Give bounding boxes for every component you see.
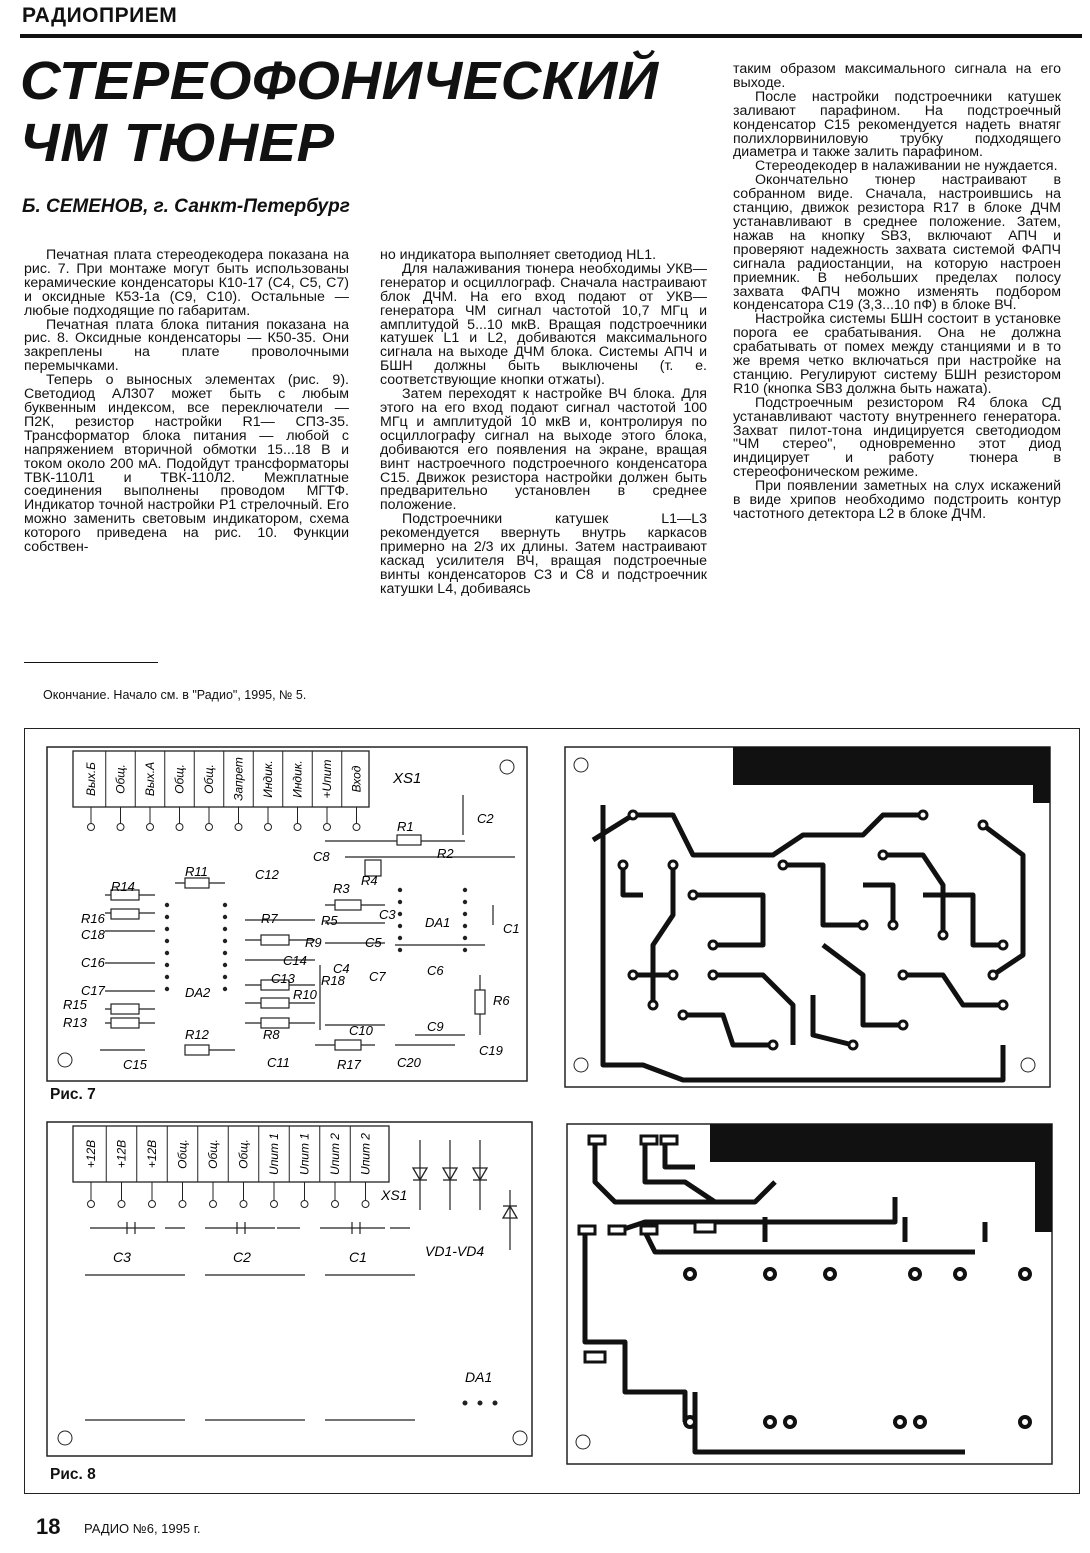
part-designator: C15	[123, 1057, 147, 1072]
connector-pin	[332, 1201, 339, 1208]
article-title	[20, 50, 659, 174]
connector-pin	[176, 824, 183, 831]
connector-pin	[324, 824, 331, 831]
connector-pin	[88, 824, 95, 831]
part-designator: DA2	[185, 985, 211, 1000]
part-designator: R9	[305, 935, 322, 950]
connector-pin-label: Общ.	[175, 1139, 190, 1169]
part-designator: C3	[379, 907, 396, 922]
text-column-2	[380, 249, 707, 597]
connector-pin	[88, 1201, 95, 1208]
connector-pin-label: +12В	[84, 1139, 98, 1169]
part-designator: R7	[261, 911, 278, 926]
paragraph: Печатная плата блока питания показана на рис. 8. Оксидные конденсаторы — К50-35. Они закреплены на плате проволочными перемычками.	[24, 316, 349, 375]
connector-pin	[265, 824, 272, 831]
paragraph: Теперь о выносных элементах (рис. 9). Светодиод АЛ307 может быть с любым буквенным индексом, все переключатели — П2К, резистор настройки R1— СПЗ-35. Трансформатор блока питания — любой с напряжением вторичной обмотки 15...18 В и током около 200 мА. Подойдут трансформаторы ТВК-110Л1 и ТВК-110Л2. Межплатные соединения выполнены проводом МГТФ. Индикатор точной настройки Р1 стрелочный. Его можно заменить световым индикатором, схема которого приведена на рис. 10. Функции собствен-	[24, 372, 349, 556]
part-designator: R15	[63, 997, 87, 1012]
paragraph: Настройка системы БШН состоит в установке порога ее срабатывания. Она не должна срабатывать от помех между станциями и в то же время четко включаться при настройке на станцию. Регулируют систему БШН резистором R10 (кнопка SB3 должна быть нажата).	[733, 311, 1061, 397]
part-designator: C7	[369, 969, 386, 984]
part-designator: C1	[349, 1249, 367, 1265]
connector-pin-label: Общ.	[113, 764, 128, 794]
connector-pin	[353, 824, 360, 831]
part-designator: C8	[313, 849, 330, 864]
part-designator: R17	[337, 1057, 361, 1072]
article-author: Б. СЕМЕНОВ, г. Санкт-Петербург	[22, 196, 350, 217]
connector-pin	[301, 1201, 308, 1208]
part-designator: R11	[185, 864, 208, 879]
part-designator: R16	[81, 911, 105, 926]
fig8-connector-label: XS1	[381, 1187, 408, 1203]
part-designator: R12	[185, 1027, 209, 1042]
part-designator: R14	[111, 879, 135, 894]
part-designator: R3	[333, 881, 350, 896]
connector-pin-label: +12В	[114, 1139, 129, 1169]
paragraph: Подстроечники катушек L1—L3 рекомендуется ввернуть внутрь каркасов примерно на 2/3 их длины. Затем настраивают каскад усилителя ВЧ, вращая подстроечные винты конденсаторов С3 и С8 и подстроечник катушки L4, добиваясь	[380, 511, 707, 597]
paragraph: Печатная плата стереодекодера показана на рис. 7. При монтаже могут быть использованы керамические конденсаторы К10-17 (С4, С5, С7) и оксидные К53-1а (С9, С10). Остальные — любые подходящие по габаритам.	[24, 247, 349, 319]
part-designator: R6	[493, 993, 510, 1008]
connector-pin-label: Вых.Б	[84, 762, 98, 796]
connector-pin	[235, 824, 242, 831]
connector-pin	[240, 1201, 247, 1208]
part-designator: C13	[271, 971, 295, 986]
fig8-copper-side	[565, 1122, 1055, 1467]
footnote: Окончание. Начало см. в "Радио", 1995, № 5.	[43, 688, 307, 702]
connector-pin-label: Общ.	[202, 764, 216, 794]
connector-pin	[206, 824, 213, 831]
connector-pin	[117, 824, 124, 831]
header-rule	[20, 34, 1082, 38]
connector-pin	[179, 1201, 186, 1208]
connector-pin-label: Uпит 2	[328, 1133, 342, 1175]
paragraph: При появлении заметных на слух искажений в виде хрипов необходимо подстроить контур частотного детектора L2 в блоке ДЧМ.	[733, 478, 1061, 522]
part-designator: R8	[263, 1027, 280, 1042]
paragraph: Стереодекодер в налаживании не нуждается.	[755, 158, 1058, 175]
connector-pin-label: Индик.	[261, 760, 275, 798]
article-title-line-2: ЧМ ТЮНЕР	[20, 113, 335, 173]
fig7-connector-label: XS1	[393, 770, 422, 787]
part-designator: C11	[267, 1055, 290, 1070]
paragraph: Окончательно тюнер настраивают в собранном виде. Сначала, настроившись на станцию, движок резистора R17 в блоке ДЧМ устанавливают в среднее положение. Затем, нажав на кнопку SB3, включают АПЧ и проверяют надежность захвата системой ФАПЧ сигнала радиостанции, на которую настроен приемник. В небольших пределах полосу захвата ФАПЧ можно изменять подбором конденсатора С19 (3,3...10 пФ) в блоке ВЧ.	[733, 172, 1061, 314]
part-designator: C20	[397, 1055, 421, 1070]
part-designator: C19	[479, 1043, 503, 1058]
part-designator: C1	[503, 921, 520, 936]
connector-pin-label: Uпит 1	[297, 1133, 312, 1175]
text-column-3	[733, 63, 1061, 522]
connector-pin-label: Uпит 2	[358, 1133, 373, 1175]
part-designator: C5	[365, 935, 382, 950]
part-designator: C9	[427, 1019, 444, 1034]
part-designator: C10	[349, 1023, 373, 1038]
part-designator: C4	[333, 961, 350, 976]
part-designator: C2	[233, 1249, 251, 1265]
part-designator: R10	[293, 987, 317, 1002]
paragraph: Для налаживания тюнера необходимы УКВ—генератор и осциллограф. Сначала настраивают блок ДЧМ. На его вход подают от УКВ—генератора ЧМ сигнал частотой 10,7 МГц и амплитудой 5...10 мкВ. Вращая подстроечники катушек L1 и L2, добиваются максимального сигнала на выходе ДЧМ блока. Системы АПЧ и БШН должны быть выключены (т. е. соответствующие кнопки отжаты).	[380, 260, 707, 389]
part-designator: C12	[255, 867, 279, 882]
part-designator: C18	[81, 927, 105, 942]
connector-pin-label: Вых.А	[143, 761, 157, 797]
connector-pin	[294, 824, 301, 831]
connector-pin-label: +Uпит	[320, 759, 334, 799]
connector-pin-label: +12В	[145, 1139, 159, 1169]
paragraph: После настройки подстроечники катушек заливают парафином. На подстроечный конденсатор С15 рекомендуется надеть внатяг полихлорвиниловую трубку подходящего диаметра и также залить парафином.	[733, 88, 1061, 161]
part-designator: R18	[321, 973, 345, 988]
connector-pin	[362, 1201, 369, 1208]
connector-pin-label: Общ.	[172, 764, 187, 794]
part-designator: DA1	[425, 915, 451, 930]
connector-pin-label: Запрет	[231, 757, 246, 801]
page-number: 18	[36, 1514, 61, 1539]
part-designator: R1	[397, 819, 414, 834]
paragraph: Подстроечным резистором R4 блока СД устанавливают частоту внутреннего генератора. Захват пилот-тона индицируется светодиодом "ЧМ стерео", одновременно этот диод индицирует и работу тюнера в стереофоническом режиме.	[733, 394, 1061, 481]
part-designator: R2	[437, 846, 454, 861]
fig8-caption: Рис. 8	[50, 1466, 96, 1483]
part-designator: C14	[283, 953, 307, 968]
connector-pin-label: Общ.	[236, 1139, 251, 1169]
part-designator: VD1-VD4	[425, 1243, 485, 1259]
connector-pin-label: Вход	[349, 765, 364, 793]
part-designator: DA1	[465, 1369, 493, 1385]
journal-issue: РАДИО №6, 1995 г.	[84, 1521, 201, 1536]
fig7-copper-side	[563, 745, 1053, 1090]
part-designator: C3	[113, 1249, 131, 1265]
connector-pin	[118, 1201, 125, 1208]
part-designator: R13	[63, 1015, 87, 1030]
connector-pin-label: Общ.	[206, 1139, 220, 1169]
footnote-rule	[24, 662, 158, 663]
part-designator: R5	[321, 913, 338, 928]
section-header: РАДИОПРИЕМ	[22, 4, 178, 27]
connector-pin	[271, 1201, 278, 1208]
part-designator: R4	[361, 873, 378, 888]
connector-pin	[149, 1201, 156, 1208]
part-designator: C6	[427, 963, 444, 978]
fig7-component-side	[45, 745, 530, 1085]
part-designator: C17	[81, 983, 105, 998]
paragraph: Затем переходят к настройке ВЧ блока. Для этого на его вход подают сигнал частотой 100 МГц и амплитудой 10 мкВ и, контролируя по осциллографу сигнал на выходе этого блока, добиваются его появления на экране, вращая винт настроечного подстроечного конденсатора С15. Движок резистора настройки должен быть предварительно установлен в среднее положение.	[380, 386, 707, 514]
paragraph: таким образом максимального сигнала на его выходе.	[733, 61, 1061, 91]
part-designator: C16	[81, 955, 105, 970]
connector-pin-label: Индик.	[290, 760, 305, 798]
part-designator: C2	[477, 811, 494, 826]
connector-pin	[147, 824, 154, 831]
connector-pin	[210, 1201, 217, 1208]
article-title-line-1: СТЕРЕОФОНИЧЕСКИЙ	[20, 51, 659, 111]
paragraph: но индикатора выполняет светодиод HL1.	[380, 247, 657, 263]
fig7-caption: Рис. 7	[50, 1086, 96, 1103]
text-column-1	[24, 249, 349, 555]
fig8-component-side	[45, 1120, 535, 1460]
connector-pin-label: Uпит 1	[267, 1133, 281, 1175]
